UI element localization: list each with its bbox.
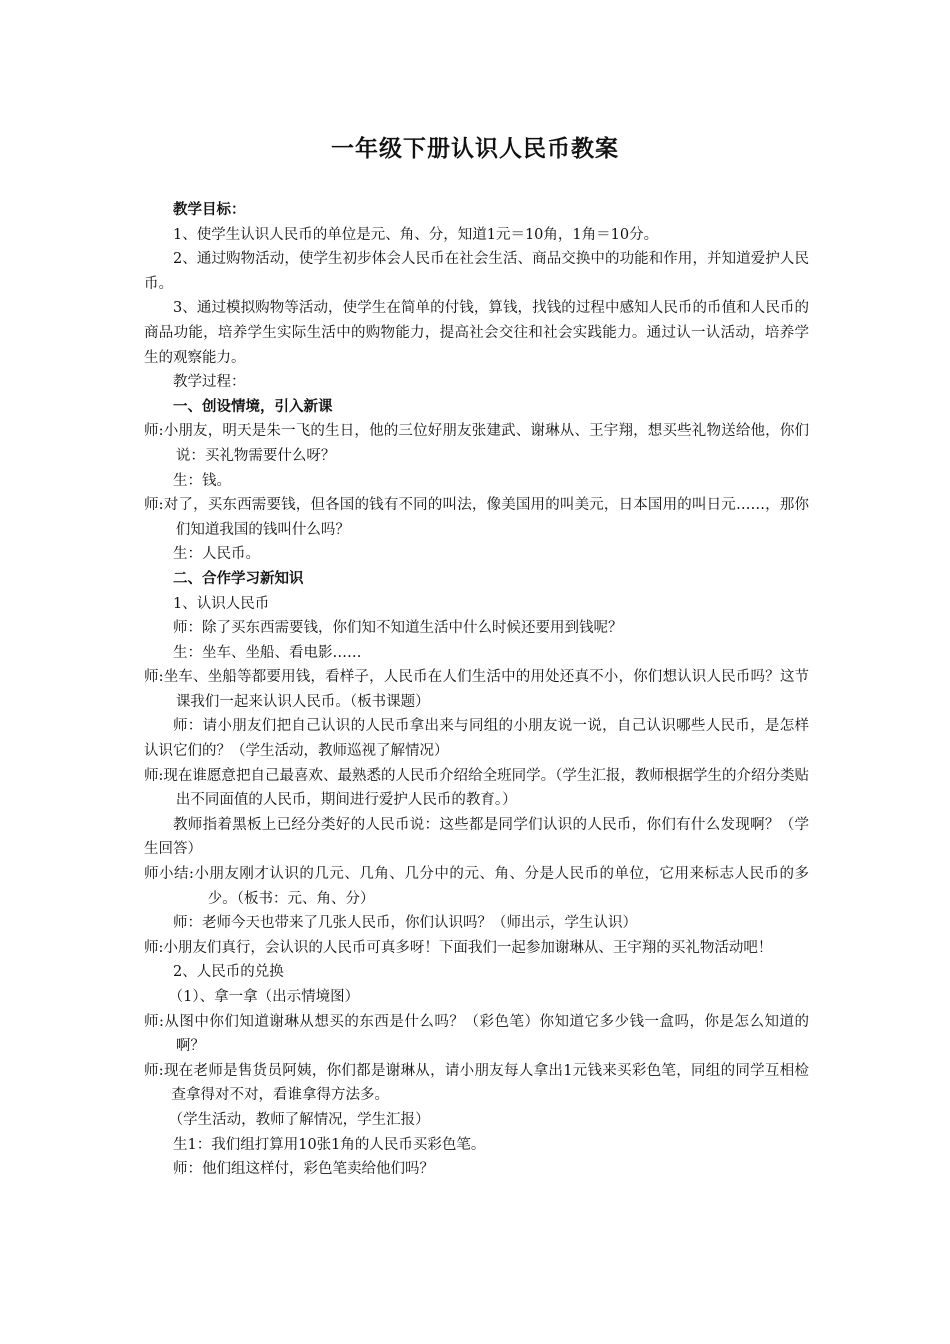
paragraph: 生：钱。 — [173, 472, 231, 489]
paragraph: 一、创设情境，引入新课 — [173, 397, 333, 415]
paragraph: 师:现在老师是售货员阿姨，你们都是谢琳从，请小朋友每人拿出1元钱来买彩色笔，同组的同学互相检查拿得对不对，看谁拿得方法多。 — [144, 1062, 809, 1104]
paragraph: 生1：我们组打算用10张1角的人民币买彩色笔。 — [173, 1136, 486, 1153]
paragraph: 二、合作学习新知识 — [173, 569, 304, 587]
paragraph: 3、通过模拟购物等活动，使学生在简单的付钱，算钱，找钱的过程中感知人民币的币值和人民币的商品功能，培养学生实际生活中的购物能力，提高社会交往和社会实践能力。通过认一认活动，培养学生的观察能力。 — [144, 300, 809, 366]
paragraph: 生：坐车、坐船、看电影…… — [173, 644, 362, 661]
paragraph: 生：人民币。 — [173, 546, 260, 563]
paragraph: 师:小朋友，明天是朱一飞的生日，他的三位好朋友张建武、谢琳从、王宇翔，想买些礼物送给他，你们说：买礼物需要什么呀？ — [144, 423, 809, 464]
paragraph: 教学目标： — [173, 201, 246, 218]
paragraph: 1、认识人民币 — [173, 595, 270, 612]
document-body — [144, 198, 809, 1182]
paragraph: 师:对了，买东西需要钱，但各国的钱有不同的叫法，像美国用的叫美元，日本国用的叫日元……，那你们知道我国的钱叫什么吗？ — [144, 497, 809, 538]
paragraph: 师：请小朋友们把自己认识的人民币拿出来与同组的小朋友说一说，自己认识哪些人民币，是怎样认识它们的？（学生活动，教师巡视了解情况） — [144, 718, 809, 760]
paragraph: 教学过程： — [173, 374, 246, 391]
paragraph: （1）、拿一拿（出示情境图） — [168, 989, 360, 1005]
paragraph: 师:现在谁愿意把自己最喜欢、最熟悉的人民币介绍给全班同学。（学生汇报，教师根据学生的介绍分类贴出不同面值的人民币，期间进行爱护人民币的教育。） — [144, 767, 809, 809]
paragraph: （学生活动，教师了解情况，学生汇报） — [168, 1111, 430, 1128]
paragraph: 师：老师今天也带来了几张人民币，你们认识吗？（师出示，学生认识） — [173, 915, 637, 932]
paragraph: 2、通过购物活动，使学生初步体会人民币在社会生活、商品交换中的功能和作用，并知道爱护人民币。 — [144, 251, 809, 292]
paragraph: 2、人民币的兑换 — [173, 964, 284, 981]
paragraph: 师:坐车、坐船等都要用钱，看样子，人民币在人们生活中的用处还真不小，你们想认识人民币吗？这节课我们一起来认识人民币。（板书课题） — [144, 669, 809, 710]
document-title: 一年级下册认识人民币教案 — [331, 135, 619, 162]
paragraph: 师:从图中你们知道谢琳从想买的东西是什么吗？（彩色笔）你知道它多少钱一盒吗，你是怎么知道的啊？ — [144, 1013, 809, 1055]
paragraph: 师：他们组这样付，彩色笔卖给他们吗？ — [173, 1161, 434, 1178]
paragraph: 师小结:小朋友刚才认识的几元、几角、几分中的元、角、分是人民币的单位，它用来标志人民币的多少。（板书：元、角、分） — [144, 866, 809, 907]
paragraph: 师：除了买东西需要钱，你们知不知道生活中什么时候还要用到钱呢？ — [173, 620, 623, 637]
paragraph: 1、使学生认识人民币的单位是元、角、分，知道1元＝10角，1角＝10分。 — [173, 226, 659, 243]
paragraph: 教师指着黑板上已经分类好的人民币说：这些都是同学们认识的人民币，你们有什么发现啊？（学生回答） — [144, 816, 809, 858]
paragraph: 师:小朋友们真行，会认识的人民币可真多呀！下面我们一起参加谢琳从、王宇翔的买礼物活动吧！ — [144, 939, 773, 956]
